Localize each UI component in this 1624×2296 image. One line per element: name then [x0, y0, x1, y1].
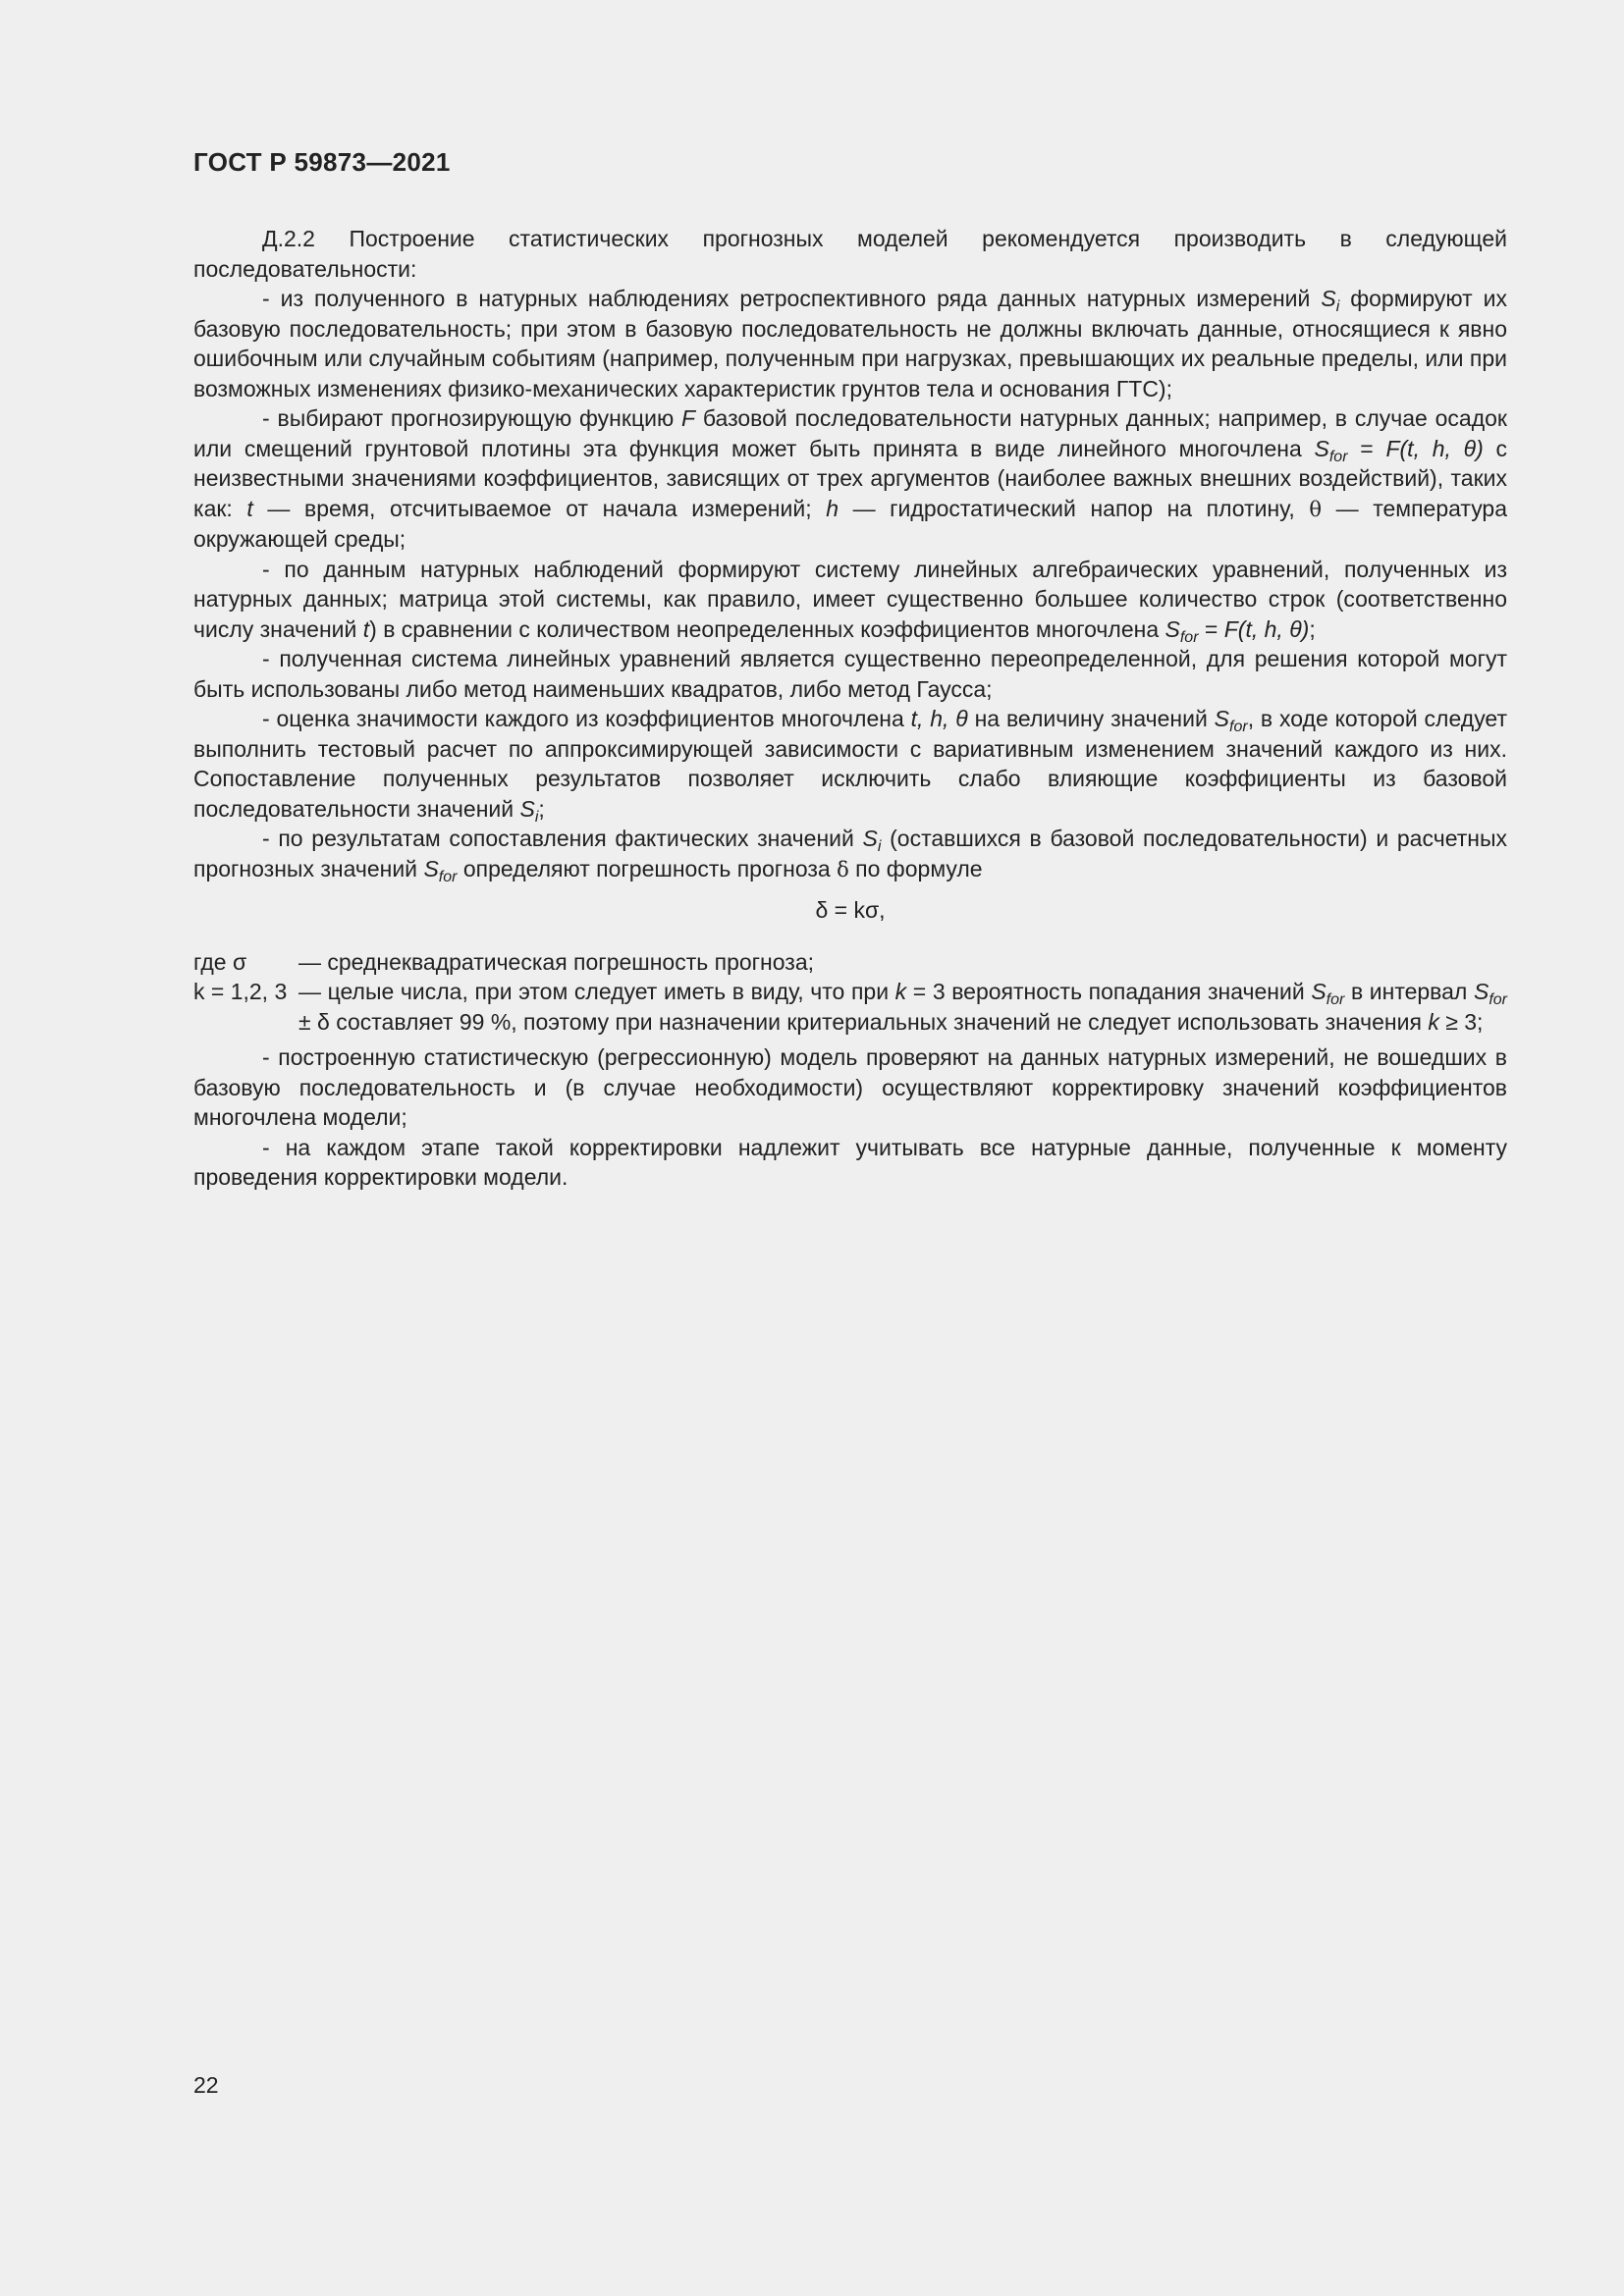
symbol-S: S [1164, 615, 1180, 642]
paragraph-item-4: - полученная система линейных уравнений является существенно переопределенной, для решения которой могут быть использованы либо метод наименьших квадратов, либо метод Гаусса; [193, 646, 1507, 702]
text-run: базовой последовательности натурных данных; например, в случае осадок или смещений грунтовой плотины эта функция может быть принята в виде линейного многочлена [193, 405, 1507, 461]
where-row-sigma [193, 947, 1507, 978]
symbol-S: S [519, 795, 535, 822]
where-term: k = 1,2, 3 [193, 979, 288, 1004]
page-number: 22 [193, 2072, 219, 2098]
symbol-S: S [1314, 435, 1329, 461]
symbol-S: S [1321, 286, 1336, 311]
symbol-S: S [1311, 979, 1326, 1004]
equals-sign: = [1198, 615, 1224, 642]
where-row-k [193, 977, 1507, 1037]
text-run: — время, отсчитываемое от начала измерений; [252, 495, 827, 521]
symbol-s-for [423, 855, 458, 885]
text-run: определяют погрешность прогноза [457, 855, 838, 881]
text-run: — температура окружающей среды; [193, 495, 1508, 552]
symbol-S: S [1214, 706, 1230, 731]
function-args: (t, h, θ) [1237, 615, 1310, 642]
paragraph-item-5 [193, 704, 1507, 824]
symbol-F: F [681, 405, 696, 431]
symbol-s-i [1321, 286, 1340, 315]
text-run: ± δ составляет 99 %, поэтому при назначении критериальных значений не следует использовать значения [298, 1008, 1429, 1035]
subscript-i: i [1335, 298, 1340, 315]
where-term: где σ [193, 948, 247, 975]
symbol-F: F [1223, 615, 1238, 642]
polynomial-args: t, h, θ [910, 706, 968, 731]
symbol-s-i [862, 826, 882, 855]
where-definition [298, 977, 1507, 1037]
document-header: ГОСТ Р 59873—2021 [193, 147, 451, 177]
symbol-S: S [862, 826, 878, 851]
paragraph-item-6 [193, 824, 1507, 884]
text-run: - по данным натурных наблюдений формируют систему линейных алгебраических уравнений, полученных из натурных данных; матрица этой системы, как правило, имеет существенно большее количество строк (соответственно числу значений [193, 556, 1507, 642]
text-run: - по результатам сопоставления фактических значений [262, 826, 863, 851]
symbol-t: t [362, 615, 370, 642]
paragraph-item-7: - построенную статистическую (регрессионную) модель проверяют на данных натурных измерений, не вошедших в базовую последовательность и (в случае необходимости) осуществляют корректировку значений коэффициентов многочлена модели; [193, 1044, 1507, 1130]
paragraph-item-3 [193, 555, 1507, 645]
symbol-delta: δ [837, 857, 849, 881]
document-body [193, 224, 1507, 1193]
text-run: - выбирают прогнозирующую функцию [262, 405, 682, 431]
text-run: - оценка значимости каждого из коэффициентов многочлена [262, 706, 911, 731]
symbol-s-for [1164, 615, 1199, 646]
text-run: ) в сравнении с количеством неопределенных коэффициентов многочлена [369, 615, 1165, 642]
subscript-for: for [1326, 991, 1345, 1008]
formula: δ = kσ, [815, 897, 886, 923]
semicolon: ; [538, 795, 545, 822]
symbol-s-for [1214, 706, 1248, 735]
text-run: на величину значений [967, 706, 1215, 731]
symbol-t: t [246, 495, 253, 521]
text-run: - из полученного в натурных наблюдениях ретроспективного ряда данных натурных измерений [262, 286, 1322, 311]
symbol-s-for [1311, 979, 1345, 1008]
text-run: ≥ 3; [1438, 1008, 1484, 1035]
text-run: — гидростатический напор на плотину, [838, 495, 1310, 521]
text-run: — целые числа, при этом следует иметь в виду, что при [298, 979, 895, 1004]
subscript-for: for [1229, 719, 1248, 735]
symbol-h: h [826, 495, 839, 521]
symbol-k: k [894, 979, 907, 1004]
symbol-s-i [519, 795, 539, 826]
paragraph-item-1 [193, 284, 1507, 403]
symbol-F: F [1385, 435, 1400, 461]
where-definition: — среднеквадратическая погрешность прогноза; [298, 948, 815, 975]
subscript-for: for [1489, 991, 1507, 1008]
subscript-for: for [1179, 628, 1199, 646]
text-run: (оставшихся в базовой последовательности) и расчетных прогнозных значений [193, 826, 1507, 881]
semicolon: ; [1309, 615, 1316, 642]
subscript-i: i [534, 808, 539, 826]
symbol-S: S [1473, 979, 1489, 1004]
equals-sign: = [1347, 435, 1386, 461]
paragraph-item-8: - на каждом этапе такой корректировки надлежит учитывать все натурные данные, полученные к моменту проведения корректировки модели. [193, 1134, 1507, 1190]
paragraph-item-2 [193, 403, 1507, 555]
symbol-S: S [423, 855, 439, 881]
symbol-s-for [1314, 435, 1348, 465]
text-run: в интервал [1344, 979, 1474, 1004]
text-run: с неизвестными значениями коэффициентов, зависящих от трех аргументов (наиболее важных внешних воздействий), таких как: [193, 435, 1508, 521]
subscript-i: i [877, 838, 882, 855]
text-run: по формуле [848, 855, 983, 881]
text-run: = 3 вероятность попадания значений [906, 979, 1312, 1004]
function-args: (t, h, θ) [1399, 435, 1484, 461]
text-run: формируют их базовую последовательность; при этом в базовую последовательность не должны включать данные, относящиеся к явно ошибочным или случайным событиям (например, полученным при нагрузках, превышающих их реальные пределы, или при возможных изменениях физико-механических характеристик грунтов тела и основания ГТС); [193, 286, 1508, 401]
symbol-k: k [1428, 1008, 1439, 1035]
text-run: , в ходе которой следует выполнить тестовый расчет по аппроксимирующей зависимости с вариативным изменением значений каждого из них. Сопоставление полученных результатов позволяет исключить слабо влияющие коэффициенты из базовой последовательности значений [193, 706, 1507, 822]
paragraph-intro: Д.2.2 Построение статистических прогнозных моделей рекомендуется производить в следующей последовательности: [193, 226, 1507, 282]
symbol-s-for [1473, 979, 1507, 1008]
symbol-theta: θ [1309, 497, 1323, 521]
subscript-for: for [438, 868, 458, 885]
subscript-for: for [1328, 448, 1348, 465]
